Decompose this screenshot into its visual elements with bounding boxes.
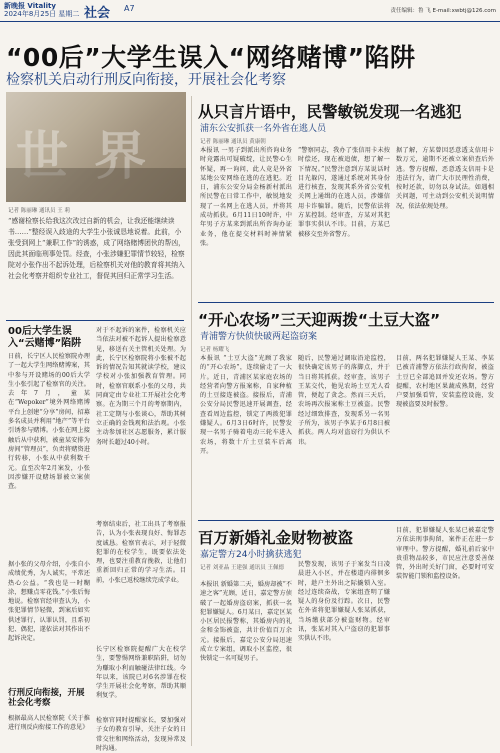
story4-col1: 本报讯 新婚第二天，婚房却被“不速之客”光顾，近日，嘉定警方侦破了一起婚房盗窃案，抓获一名犯罪嫌疑人。6月某日，嘉定区某小区居民报警称，其婚房内的礼金和金饰被盗，共计价值百万余元。接报后，嘉定公安分局迅速成立专案组，调取小区监控，很快锁定一名可疑男子。: [200, 581, 292, 663]
main-col2d-text: 检察官同时提醒家长，要加强对子女的教育引导，关注子女的日常交往和网络活动，发现异常及时沟通。: [96, 717, 186, 752]
story3-subheadline: 青浦警方快侦快破两起盗窃案: [200, 332, 318, 342]
section-subhead-2: 行刑反向衔接，开展社会化考察: [8, 688, 85, 708]
main-col2c-text: 长宁区检察院提醒广大在校学生，要警惕网络兼职陷阱，切勿为赚取小利而触碰法律红线。今年以来，该院已对6名涉罪在校学生开展社会化考察，帮助其顺利复学。: [96, 646, 186, 700]
main-lead: “感谢检察长给我这次改过自新的机会，让我还能继续读书……”整经误入歧途的大学生小张诚恳地说着。此前，小张受到网上“兼职工作”的诱惑，成了网络赌博团伙的帮凶，因此其面临刑事处罚。经查，小张涉嫌犯罪情节较轻，检察院对小张作出不起诉处理，后检察机关对他的教育将其纳入社会化考察并组织专业社工，督促其回归正常学习生活。: [8, 217, 185, 280]
story4-subheadline: 嘉定警方24小时擒获逃犯: [200, 550, 302, 560]
story3-headline: “开心农场”三天迎两拨“土豆大盗”: [198, 311, 441, 329]
main-headline: “00后”大学生误入“网络赌博”陷阱: [6, 43, 416, 72]
story2-col1: 本报讯 一男子到派出所咨询业务时竟露出可疑破绽，让民警心生怀疑，再一询问，此人竟是外省某地公安网络在逃的在逃犯。近日，浦东公安分局金杨新村派出所民警在日常工作中，敏锐地发现了一名网上在逃人员，并将其成功抓获。6月11日10时许，中年男子方某来到派出所咨询办证业务，他在提交材料时神情紧张。: [200, 147, 292, 247]
photo-shadow: [6, 168, 186, 202]
main-story-photo: [6, 92, 186, 202]
divider: [198, 302, 494, 303]
masthead: [4, 2, 79, 18]
masthead-name: 新晚报 Vitality: [4, 2, 56, 10]
editor-info: 责任编辑：鲁 飞 E-mail:xwbtj@126.com: [390, 8, 496, 14]
story3-col3: 目前，两名犯罪嫌疑人王某、李某已被青浦警方依法行政拘留，被盗土豆已全部追回并发还农场。警方提醒，农村地区果蔬成熟期，经营户要加强看管，安装监控设施，发现被盗要及时报警。: [396, 355, 494, 409]
story4-col3: 目前，犯罪嫌疑人张某已被嘉定警方依法刑事拘留，案件正在进一步审理中。警方提醒，婚礼前后家中贵重物品较多，市民应注意妥善保管，外出时关好门窗，必要时可安装智能门锁和监控设备。: [396, 527, 494, 581]
story2-subheadline: 浦东公安抓获一名外省在逃人员: [200, 124, 327, 134]
story2-col2: “警察同志，我办了张信用卡未按时偿还，现在被追债，想了解一下情况。”民警注意到方某说话时目光躲闪，遂通过系统对其身份进行核查，发现其系外省公安机关网上通缉的在逃人员，涉嫌信用卡诈骗罪。随后，民警依法将方某控制。经审查，方某对其犯罪事实供认不讳。目前，方某已被移交至外省警方。: [298, 147, 390, 238]
column-separator: [191, 96, 192, 746]
page-number: A7: [124, 4, 135, 13]
story2-col3: 据了解，方某曾因恶意透支信用卡数万元，逾期不还被立案侦查后外逃。警方提醒，恶意透支信用卡是违法行为，请广大市民理性消费，按时还款，切勿以身试法。如遇相关问题，可主动到公安机关说明情况，依法依规处理。: [396, 147, 494, 210]
main-col1c-text: 根据最高人民检察院《关于推进行刑反向衔接工作的意见》: [8, 715, 90, 732]
main-col2b-text: 考察结束后，社工出具了考察报告，认为小张表现良好、悔罪态度诚恳。检察官表示，对于轻微犯罪的在校学生，既要依法处理，也要注重教育挽救，让他们重新回归正常的学习生活。目前，小张已返校继续完成学业。: [96, 521, 186, 584]
main-col1b-text: 据小张的父母介绍，小张自小成绩优秀，为人诚实，平常还热心公益。“我也是一时糊涂，想赚点零花钱。”小张后悔地说。检察官经审查认为，小张犯罪情节轻微，到案后如实供述罪行，认罪认罚，且系初犯、偶犯，遂依法对其作出不起诉决定。: [8, 561, 90, 643]
main-col2-text: 对于不起诉的案件，检察机关应当依法对被不起诉人提出检察意见，移送有关主管机关处理。为此，长宁区检察院将小张被不起诉的情况告知其就读学校，建议学校对小张加强教育管理。同时，检察官联系小张的父母，共同商定由专业社工开展社会化考察。在为期三个月的考察期内，社工定期与小张谈心，帮助其树立正确的金钱观和法治观。小张主动参加社区志愿服务，累计服务时长超过40小时。: [96, 327, 186, 446]
story4-col2: 民警发现，该男子于案发当日凌晨进入小区，并在楼道内徘徊多时，趁户主外出之际撬锁入室。经过连续奋战，专案组查明了嫌疑人的身份及行踪。次日，民警在外省将犯罪嫌疑人张某抓获，当场缴获部分被盗财物。经审讯，张某对其入户盗窃的犯罪事实供认不讳。: [298, 561, 390, 643]
story4-byline: 记者 刘亚晶 王建强 通讯员 王佩德: [200, 565, 284, 571]
divider: [6, 320, 184, 321]
photo-watermark: 世 界: [16, 127, 151, 187]
issue-date: 2024年8月25日 星期二: [4, 10, 80, 18]
section-subhead: 00后大学生误入“云赌博”陷阱: [8, 326, 82, 349]
story3-col1: 本报讯 “土豆大盗”光顾了我家的“开心农场”，连续偷走了一大片。近日，青浦区某家庭农场的经营者向警方报案称，自家种植的土豆接连被盗。接报后，青浦公安分局民警迅速开展调查，经查看周边监控，锁定了两拨犯罪嫌疑人。6月3日6时许，民警发现一名男子骑着电动三轮车进入农场，将数十斤土豆装车后离开。: [200, 355, 292, 455]
divider: [198, 520, 494, 521]
main-byline: 记者 陈丽琳 通讯员 王 莉: [8, 208, 70, 214]
story3-byline: 记者 杨耀飞: [200, 347, 230, 353]
story2-headline: 从只言片语中，民警敏锐发现一名逃犯: [198, 103, 462, 121]
story3-col2: 随后，民警通过调取沿途监控，很快确定该男子的落脚点，并于当日将其抓获。经审查，该男子王某交代，他见农场土豆无人看管，便起了贪念。然而三天后，农场再次报案称土豆被盗。民警经过细致排查，发现系另一名男子所为，该男子李某于6月8日被抓获。两人均对盗窃行为供认不讳。: [298, 355, 390, 446]
section-name: 社会: [84, 6, 111, 21]
main-subheadline: 检察机关启动行刑反向衔接，开展社会化考察: [6, 72, 286, 88]
main-col1-text: 日前，长宁区人民检察院办理了一起大学生网络赌博案，其中参与开设赌场的00后大学生小张引起了检察官的关注。去年7月，童某在“Wepoker”境外网络赌博平台上创建“分享”房间，招募多名成员并利用“地产”等平台引诱参与赌博。小张在网上接触后从中获利，被童某安排为房间“管理员”，负责将赌资进行转移，小张从中获利数千元。直至次年2月案发，小张因涉嫌开设赌场罪被立案侦查。: [8, 353, 90, 491]
story2-byline: 记者 陈丽琳 通讯员 黄康朝: [200, 139, 266, 145]
story4-headline: 百万新婚礼金财物被盗: [198, 529, 354, 547]
